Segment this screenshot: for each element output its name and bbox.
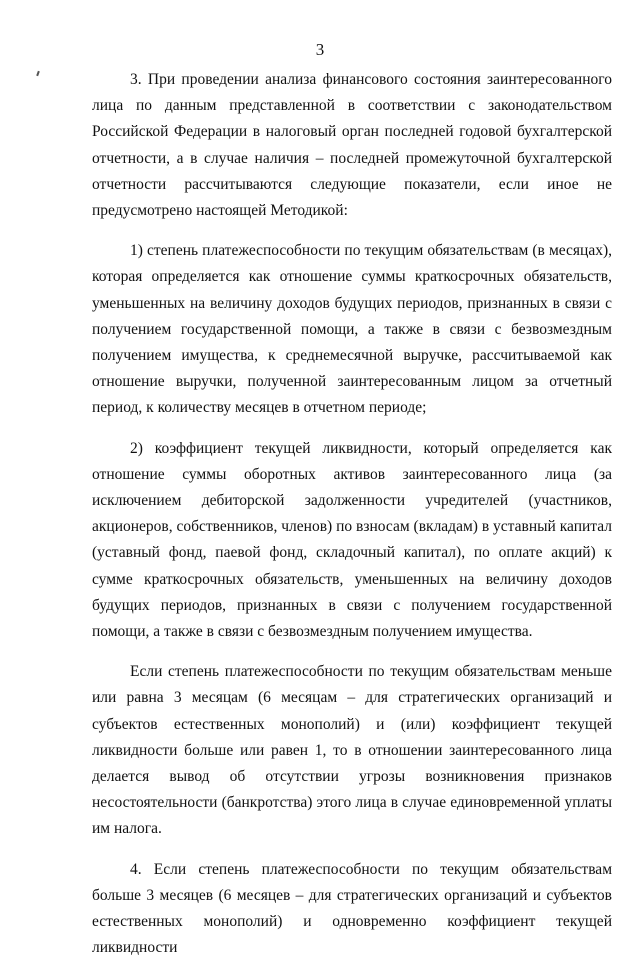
- page-number: 3: [315, 40, 325, 59]
- paragraph-subitem-1: 1) степень платежеспособности по текущим обязательствам (в месяцах), которая определяется как отношение суммы краткосрочных обязательств, уменьшенных на величину доходов будущих периодов, признанных в связи с получением государственной помощи, а также в связи с безвозмездным получением имущества, к среднемесячной выручке, рассчитываемой как отношение выручки, полученной заинтересованным лицом за отчетный период, к количеству месяцев в отчетном периоде;: [92, 242, 612, 417]
- scan-artifact: [36, 71, 40, 76]
- paragraph-conclusion: Если степень платежеспособности по текущим обязательствам меньше или равна 3 месяцам (6 месяцам – для стратегических организаций и субъектов естественных монополий) и (или) коэффициент текущей ликвидности больше или равен 1, то в отношении заинтересованного лица делается вывод об отсутствии угрозы возникновения признаков несостоятельности (банкротства) этого лица в случае единовременной уплаты им налога.: [92, 663, 612, 838]
- document-body: [92, 67, 612, 962]
- paragraph-subitem-2: 2) коэффициент текущей ликвидности, который определяется как отношение суммы оборотных активов заинтересованного лица (за исключением дебиторской задолженности учредителей (участников, акционеров, собственников, членов) по взносам (вкладам) в уставный капитал (уставный фонд, паевой фонд, складочный капитал), по оплате акций) к сумме краткосрочных обязательств, уменьшенных на величину доходов будущих периодов, признанных в связи с получением государственной помощи, а также в связи с безвозмездным получением имущества.: [92, 439, 612, 641]
- paragraph-item-4: 4. Если степень платежеспособности по текущим обязательствам больше 3 месяцев (6 месяцев – для стратегических организаций и субъектов естественных монополий) и одновременно коэффициент текущей ликвидности: [92, 860, 612, 957]
- paragraph-item-3: 3. При проведении анализа финансового состояния заинтересованного лица по данным представленной в соответствии с законодательством Российской Федерации в налоговый орган последней годовой бухгалтерской отчетности, а в случае наличия – последней промежуточной бухгалтерской отчетности рассчитываются следующие показатели, если иное не предусмотрено настоящей Методикой:: [92, 71, 612, 220]
